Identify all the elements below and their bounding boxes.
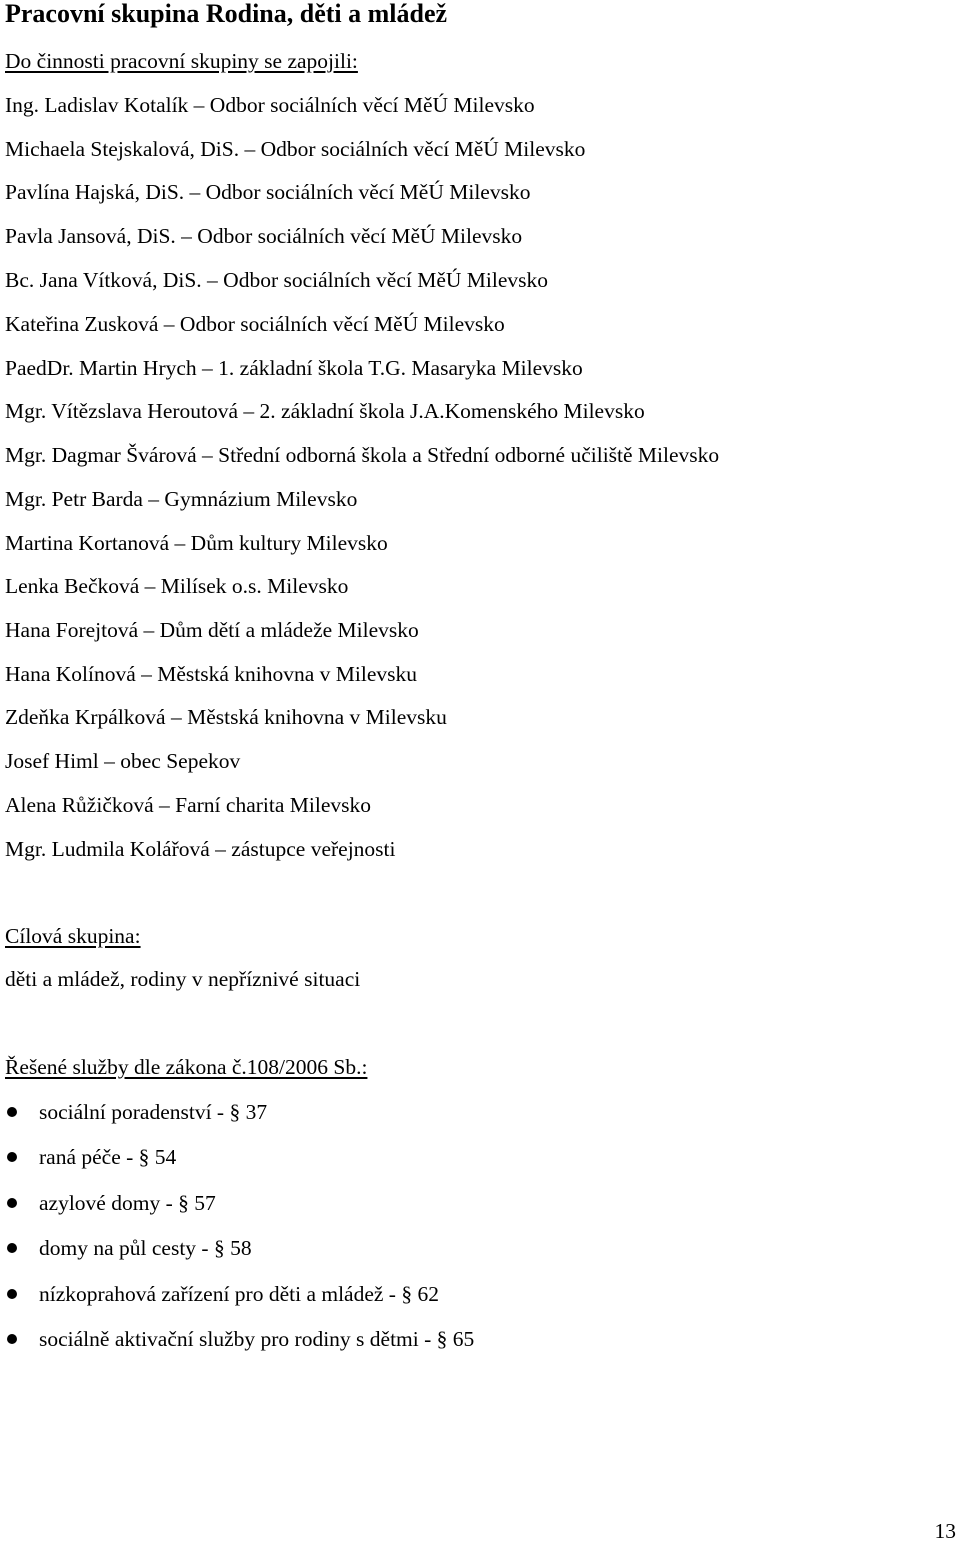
member-line: Pavla Jansová, DiS. – Odbor sociálních věcí MěÚ Milevsko bbox=[5, 224, 523, 248]
bullet-icon bbox=[7, 1152, 17, 1162]
member-line: Pavlína Hajská, DiS. – Odbor sociálních věcí MěÚ Milevsko bbox=[5, 180, 531, 204]
service-text: sociální poradenství - § 37 bbox=[39, 1100, 268, 1124]
member-line: Mgr. Vítězslava Heroutová – 2. základní škola J.A.Komenského Milevsko bbox=[5, 399, 645, 423]
member-line: Zdeňka Krpálková – Městská knihovna v Milevsku bbox=[5, 705, 447, 729]
service-text: raná péče - § 54 bbox=[39, 1145, 177, 1169]
member-line: Ing. Ladislav Kotalík – Odbor sociálních věcí MěÚ Milevsko bbox=[5, 93, 535, 117]
member-line: Mgr. Ludmila Kolářová – zástupce veřejnosti bbox=[5, 837, 396, 861]
member-line: Alena Růžičková – Farní charita Milevsko bbox=[5, 793, 371, 817]
service-text: nízkoprahová zařízení pro děti a mládež - § 62 bbox=[39, 1282, 439, 1306]
member-line: Mgr. Dagmar Švárová – Střední odborná škola a Střední odborné učiliště Milevsko bbox=[5, 443, 720, 467]
target-group-text: děti a mládež, rodiny v nepříznivé situaci bbox=[5, 967, 361, 991]
members-heading: Do činnosti pracovní skupiny se zapojili: bbox=[5, 49, 358, 73]
member-line: Bc. Jana Vítková, DiS. – Odbor sociálních věcí MěÚ Milevsko bbox=[5, 268, 548, 292]
page-number: 13 bbox=[934, 1519, 956, 1543]
member-line: PaedDr. Martin Hrych – 1. základní škola T.G. Masaryka Milevsko bbox=[5, 356, 583, 380]
member-line: Lenka Bečková – Milísek o.s. Milevsko bbox=[5, 574, 349, 598]
member-line: Josef Himl – obec Sepekov bbox=[5, 749, 241, 773]
page-title: Pracovní skupina Rodina, děti a mládež bbox=[5, 0, 448, 28]
service-text: domy na půl cesty - § 58 bbox=[39, 1236, 252, 1260]
bullet-icon bbox=[7, 1107, 17, 1117]
member-line: Martina Kortanová – Dům kultury Milevsko bbox=[5, 531, 388, 555]
bullet-icon bbox=[7, 1243, 17, 1253]
member-line: Hana Kolínová – Městská knihovna v Milevsku bbox=[5, 662, 418, 686]
member-line: Hana Forejtová – Dům dětí a mládeže Milevsko bbox=[5, 618, 419, 642]
bullet-icon bbox=[7, 1334, 17, 1344]
bullet-icon bbox=[7, 1289, 17, 1299]
member-line: Michaela Stejskalová, DiS. – Odbor sociálních věcí MěÚ Milevsko bbox=[5, 137, 586, 161]
member-line: Kateřina Zusková – Odbor sociálních věcí MěÚ Milevsko bbox=[5, 312, 505, 336]
bullet-icon bbox=[7, 1198, 17, 1208]
service-text: sociálně aktivační služby pro rodiny s dětmi - § 65 bbox=[39, 1327, 475, 1351]
service-text: azylové domy - § 57 bbox=[39, 1191, 216, 1215]
target-group-heading: Cílová skupina: bbox=[5, 924, 141, 948]
member-line: Mgr. Petr Barda – Gymnázium Milevsko bbox=[5, 487, 358, 511]
services-heading: Řešené služby dle zákona č.108/2006 Sb.: bbox=[5, 1055, 368, 1079]
